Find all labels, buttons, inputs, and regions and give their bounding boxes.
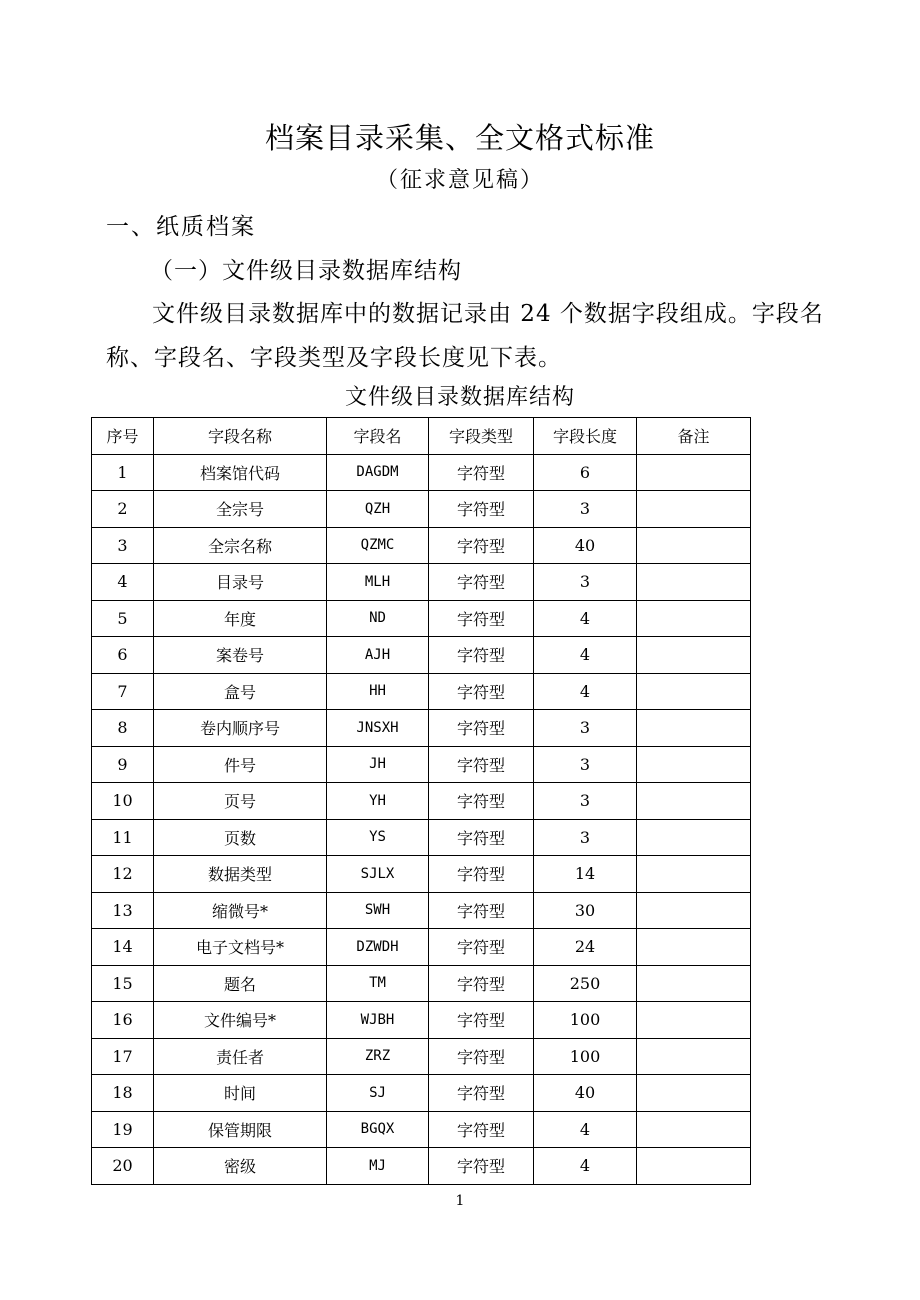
field-name-cell: 缩微号* (154, 892, 327, 929)
field-length-cell: 4 (534, 600, 637, 637)
table-row (92, 892, 751, 929)
remark-cell (637, 1038, 751, 1075)
remark-cell (637, 819, 751, 856)
field-type-cell: 字符型 (429, 1111, 534, 1148)
field-name-cell: 责任者 (154, 1038, 327, 1075)
field-length-cell: 4 (534, 637, 637, 674)
field-name-cell: 电子文档号* (154, 929, 327, 966)
seq-cell: 14 (92, 929, 154, 966)
seq-cell: 18 (92, 1075, 154, 1112)
table-row (92, 965, 751, 1002)
field-code-cell: BGQX (327, 1111, 429, 1148)
field-name-cell: 件号 (154, 746, 327, 783)
remark-cell (637, 1002, 751, 1039)
field-type-cell: 字符型 (429, 892, 534, 929)
seq-cell: 9 (92, 746, 154, 783)
remark-cell (637, 783, 751, 820)
table-row (92, 527, 751, 564)
seq-cell: 5 (92, 600, 154, 637)
field-code-cell: DAGDM (327, 454, 429, 491)
field-name-cell: 时间 (154, 1075, 327, 1112)
table-row (92, 491, 751, 528)
table-row (92, 1111, 751, 1148)
field-code-cell: QZH (327, 491, 429, 528)
field-name-cell: 保管期限 (154, 1111, 327, 1148)
field-type-cell: 字符型 (429, 637, 534, 674)
field-type-cell: 字符型 (429, 746, 534, 783)
field-name-cell: 案卷号 (154, 637, 327, 674)
remark-cell (637, 673, 751, 710)
body-paragraph: 文件级目录数据库中的数据记录由 24 个数据字段组成。字段名称、字段名、字段类型及字段长度见下表。 (106, 301, 824, 371)
field-name-cell: 年度 (154, 600, 327, 637)
field-type-cell: 字符型 (429, 783, 534, 820)
field-type-cell: 字符型 (429, 929, 534, 966)
field-length-cell: 14 (534, 856, 637, 893)
remark-cell (637, 527, 751, 564)
field-length-cell: 4 (534, 673, 637, 710)
table-row (92, 1075, 751, 1112)
field-code-cell: JNSXH (327, 710, 429, 747)
table-caption: 文件级目录数据库结构 (344, 385, 575, 410)
seq-cell: 1 (92, 454, 154, 491)
section-heading: 一、纸质档案 (106, 214, 256, 240)
field-length-cell: 4 (534, 1148, 637, 1185)
field-name-cell: 全宗号 (154, 491, 327, 528)
field-code-cell: SJLX (327, 856, 429, 893)
subsection-heading: （一）文件级目录数据库结构 (150, 258, 462, 284)
table-row (92, 600, 751, 637)
remark-cell (637, 1075, 751, 1112)
field-length-cell: 3 (534, 746, 637, 783)
seq-cell: 6 (92, 637, 154, 674)
remark-cell (637, 454, 751, 491)
field-length-cell: 3 (534, 564, 637, 601)
seq-cell: 20 (92, 1148, 154, 1185)
table-row (92, 637, 751, 674)
remark-cell (637, 710, 751, 747)
seq-cell: 17 (92, 1038, 154, 1075)
remark-cell (637, 600, 751, 637)
field-length-cell: 100 (534, 1002, 637, 1039)
field-type-cell: 字符型 (429, 673, 534, 710)
seq-cell: 11 (92, 819, 154, 856)
table-row (92, 1038, 751, 1075)
table-row (92, 1148, 751, 1185)
field-code-cell: YH (327, 783, 429, 820)
seq-cell: 2 (92, 491, 154, 528)
table-row (92, 819, 751, 856)
field-name-cell: 题名 (154, 965, 327, 1002)
header-cell: 字段名称 (154, 418, 327, 455)
header-cell: 字段长度 (534, 418, 637, 455)
table-row (92, 1002, 751, 1039)
field-length-cell: 3 (534, 491, 637, 528)
field-type-cell: 字符型 (429, 819, 534, 856)
field-length-cell: 40 (534, 1075, 637, 1112)
field-type-cell: 字符型 (429, 965, 534, 1002)
remark-cell (637, 564, 751, 601)
field-length-cell: 3 (534, 710, 637, 747)
document-title: 档案目录采集、全文格式标准 (264, 121, 655, 155)
field-length-cell: 100 (534, 1038, 637, 1075)
remark-cell (637, 1111, 751, 1148)
header-cell: 字段名 (327, 418, 429, 455)
header-cell: 字段类型 (429, 418, 534, 455)
field-type-cell: 字符型 (429, 856, 534, 893)
field-length-cell: 3 (534, 783, 637, 820)
field-type-cell: 字符型 (429, 491, 534, 528)
field-code-cell: SWH (327, 892, 429, 929)
remark-cell (637, 929, 751, 966)
seq-cell: 4 (92, 564, 154, 601)
document-subtitle: （征求意见稿） (375, 168, 544, 193)
field-type-cell: 字符型 (429, 600, 534, 637)
table-body (92, 454, 751, 1184)
remark-cell (637, 746, 751, 783)
field-name-cell: 目录号 (154, 564, 327, 601)
field-type-cell: 字符型 (429, 454, 534, 491)
field-structure-table (91, 417, 751, 1185)
field-type-cell: 字符型 (429, 564, 534, 601)
table-row (92, 673, 751, 710)
field-length-cell: 40 (534, 527, 637, 564)
field-type-cell: 字符型 (429, 1148, 534, 1185)
field-code-cell: MLH (327, 564, 429, 601)
field-type-cell: 字符型 (429, 1002, 534, 1039)
remark-cell (637, 892, 751, 929)
field-code-cell: SJ (327, 1075, 429, 1112)
seq-cell: 3 (92, 527, 154, 564)
table-row (92, 564, 751, 601)
field-code-cell: HH (327, 673, 429, 710)
table-row (92, 929, 751, 966)
seq-cell: 13 (92, 892, 154, 929)
field-code-cell: ZRZ (327, 1038, 429, 1075)
field-code-cell: DZWDH (327, 929, 429, 966)
field-code-cell: AJH (327, 637, 429, 674)
header-cell: 备注 (637, 418, 751, 455)
field-code-cell: QZMC (327, 527, 429, 564)
field-name-cell: 密级 (154, 1148, 327, 1185)
field-type-cell: 字符型 (429, 1075, 534, 1112)
seq-cell: 8 (92, 710, 154, 747)
table-row (92, 746, 751, 783)
remark-cell (637, 491, 751, 528)
field-name-cell: 全宗名称 (154, 527, 327, 564)
field-length-cell: 6 (534, 454, 637, 491)
field-name-cell: 档案馆代码 (154, 454, 327, 491)
seq-cell: 19 (92, 1111, 154, 1148)
table-row (92, 454, 751, 491)
field-length-cell: 24 (534, 929, 637, 966)
remark-cell (637, 1148, 751, 1185)
field-name-cell: 卷内顺序号 (154, 710, 327, 747)
remark-cell (637, 965, 751, 1002)
field-name-cell: 盒号 (154, 673, 327, 710)
field-length-cell: 4 (534, 1111, 637, 1148)
field-length-cell: 3 (534, 819, 637, 856)
table-row (92, 783, 751, 820)
seq-cell: 12 (92, 856, 154, 893)
seq-cell: 7 (92, 673, 154, 710)
field-name-cell: 页数 (154, 819, 327, 856)
field-code-cell: TM (327, 965, 429, 1002)
field-name-cell: 页号 (154, 783, 327, 820)
field-name-cell: 文件编号* (154, 1002, 327, 1039)
header-cell: 序号 (92, 418, 154, 455)
table-row (92, 856, 751, 893)
seq-cell: 10 (92, 783, 154, 820)
field-code-cell: WJBH (327, 1002, 429, 1039)
field-type-cell: 字符型 (429, 527, 534, 564)
remark-cell (637, 856, 751, 893)
field-code-cell: JH (327, 746, 429, 783)
field-length-cell: 250 (534, 965, 637, 1002)
table-header-row (92, 418, 751, 455)
field-type-cell: 字符型 (429, 710, 534, 747)
seq-cell: 15 (92, 965, 154, 1002)
remark-cell (637, 637, 751, 674)
field-code-cell: YS (327, 819, 429, 856)
seq-cell: 16 (92, 1002, 154, 1039)
field-code-cell: ND (327, 600, 429, 637)
page-number: 1 (455, 1193, 465, 1209)
table-row (92, 710, 751, 747)
field-code-cell: MJ (327, 1148, 429, 1185)
field-name-cell: 数据类型 (154, 856, 327, 893)
field-length-cell: 30 (534, 892, 637, 929)
field-type-cell: 字符型 (429, 1038, 534, 1075)
